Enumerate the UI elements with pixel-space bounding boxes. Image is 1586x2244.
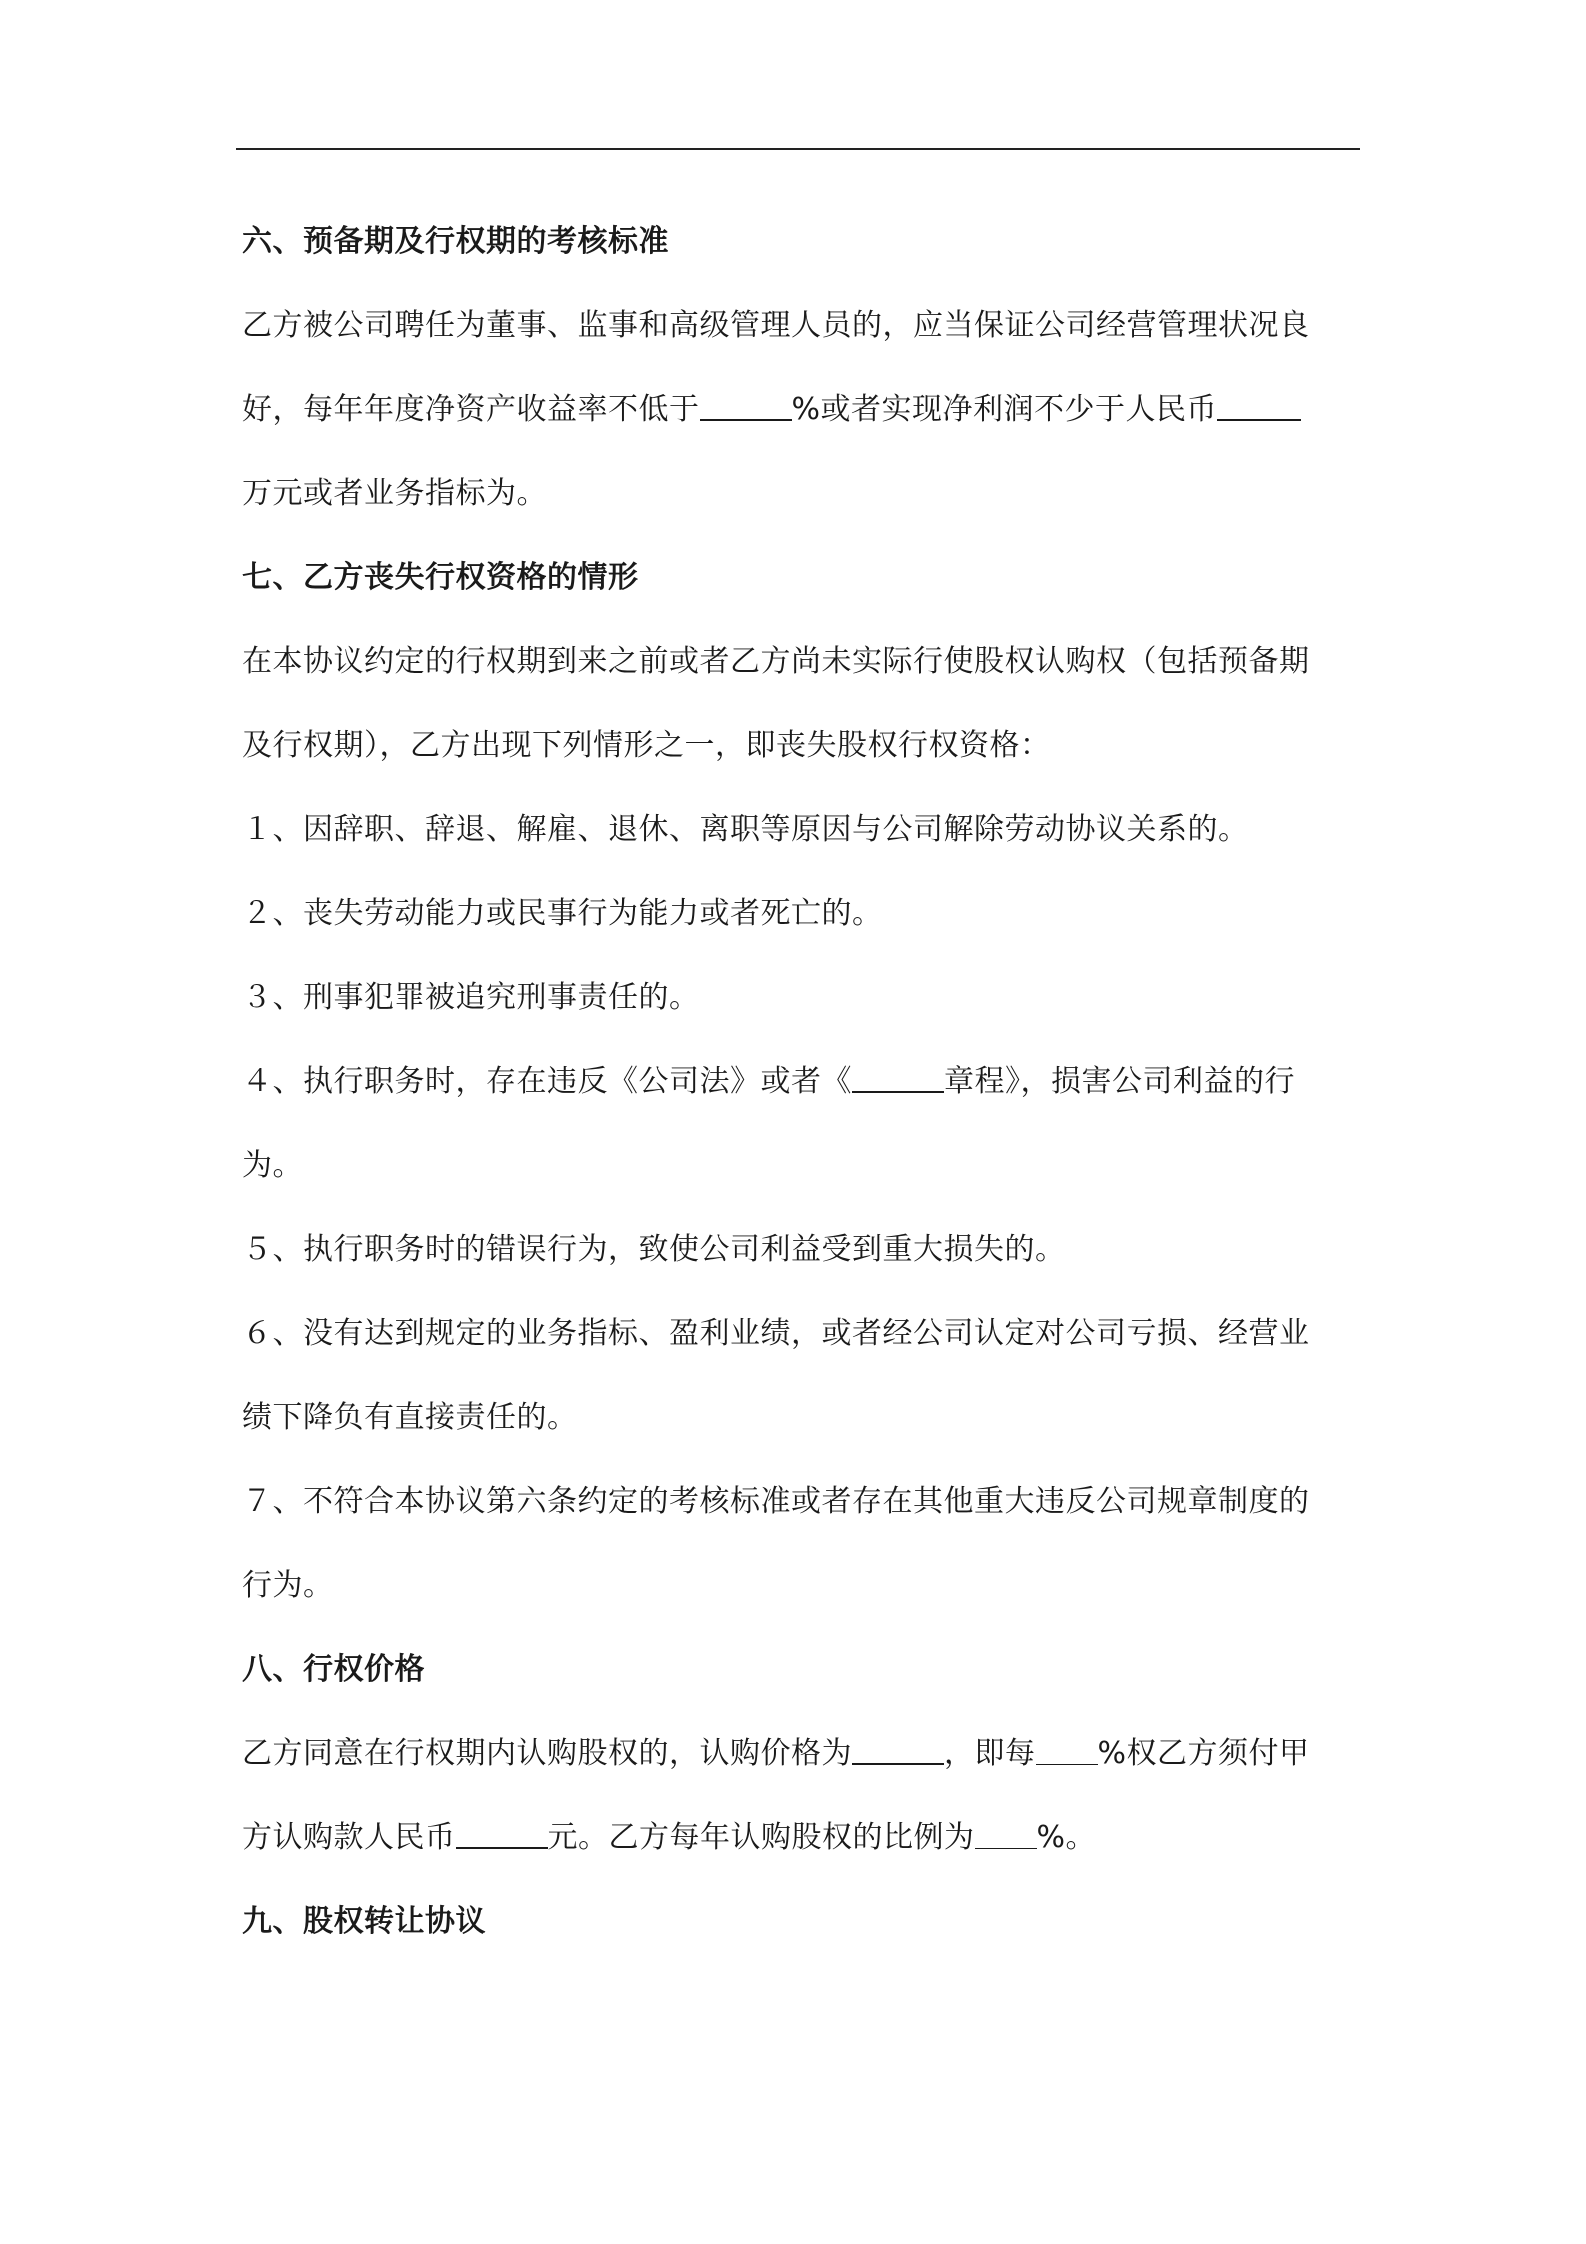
list-item (242, 1040, 1360, 1124)
section-title: 九、股权转让协议 (242, 1904, 486, 1939)
list-item-text: 为。 (242, 1148, 303, 1183)
paragraph-line (242, 620, 1360, 704)
list-item (242, 788, 1360, 872)
paragraph-text: ，即每 (944, 1736, 1036, 1771)
paragraph-text: 乙方同意在行权期内认购股权的，认购价格为 (242, 1736, 852, 1771)
paragraph-text: %。 (1036, 1820, 1097, 1855)
list-item-continuation (242, 1124, 1360, 1208)
paragraph-text: 元。乙方每年认购股权的比例为 (547, 1820, 975, 1855)
list-item-text: 章程》，损害公司利益的行 (944, 1064, 1295, 1099)
blank-field (852, 1057, 944, 1093)
list-item-text: 行为。 (242, 1568, 334, 1603)
paragraph-text: %权乙方须付甲 (1097, 1736, 1310, 1771)
list-item-text: ６、没有达到规定的业务指标、盈利业绩，或者经公司认定对公司亏损、经营业 (242, 1316, 1310, 1351)
paragraph-line (242, 704, 1360, 788)
paragraph-line (242, 368, 1360, 452)
paragraph-text: 及行权期），乙方出现下列情形之一，即丧失股权行权资格： (242, 728, 1051, 763)
section-6-heading (242, 200, 1360, 284)
section-8-heading (242, 1628, 1360, 1712)
list-item (242, 1292, 1360, 1376)
list-item-continuation (242, 1376, 1360, 1460)
list-item-text: ５、执行职务时的错误行为，致使公司利益受到重大损失的。 (242, 1232, 1066, 1267)
paragraph-line (242, 1796, 1360, 1880)
section-7-heading (242, 536, 1360, 620)
list-item-text: ３、刑事犯罪被追究刑事责任的。 (242, 980, 700, 1015)
list-item-continuation (242, 1544, 1360, 1628)
section-title: 六、预备期及行权期的考核标准 (242, 224, 669, 259)
blank-field (975, 1814, 1037, 1849)
paragraph-text: 在本协议约定的行权期到来之前或者乙方尚未实际行使股权认购权（包括预备期 (242, 644, 1310, 679)
blank-field (852, 1729, 944, 1765)
paragraph-line (242, 1712, 1360, 1796)
section-title: 八、行权价格 (242, 1652, 425, 1687)
blank-field (1217, 385, 1301, 421)
blank-field (700, 385, 792, 421)
list-item-text: ７、不符合本协议第六条约定的考核标准或者存在其他重大违反公司规章制度的 (242, 1484, 1310, 1519)
list-item (242, 956, 1360, 1040)
document-body (242, 200, 1360, 1964)
paragraph-text: 乙方被公司聘任为董事、监事和高级管理人员的，应当保证公司经营管理状况良 (242, 308, 1310, 343)
list-item-text: ４、执行职务时，存在违反《公司法》或者《 (242, 1064, 852, 1099)
list-item-text: 绩下降负有直接责任的。 (242, 1400, 578, 1435)
list-item (242, 872, 1360, 956)
blank-field (456, 1813, 548, 1849)
header-rule (236, 148, 1360, 150)
paragraph-line (242, 284, 1360, 368)
section-9-heading (242, 1880, 1360, 1964)
paragraph-text: 万元或者业务指标为。 (242, 476, 547, 511)
blank-field (1036, 1730, 1098, 1765)
paragraph-text: 好，每年年度净资产收益率不低于 (242, 392, 700, 427)
list-item (242, 1460, 1360, 1544)
paragraph-text: 方认购款人民币 (242, 1820, 456, 1855)
list-item-text: ２、丧失劳动能力或民事行为能力或者死亡的。 (242, 896, 883, 931)
paragraph-line (242, 452, 1360, 536)
paragraph-text: %或者实现净利润不少于人民币 (791, 392, 1218, 427)
list-item (242, 1208, 1360, 1292)
list-item-text: １、因辞职、辞退、解雇、退休、离职等原因与公司解除劳动协议关系的。 (242, 812, 1249, 847)
section-title: 七、乙方丧失行权资格的情形 (242, 560, 639, 595)
